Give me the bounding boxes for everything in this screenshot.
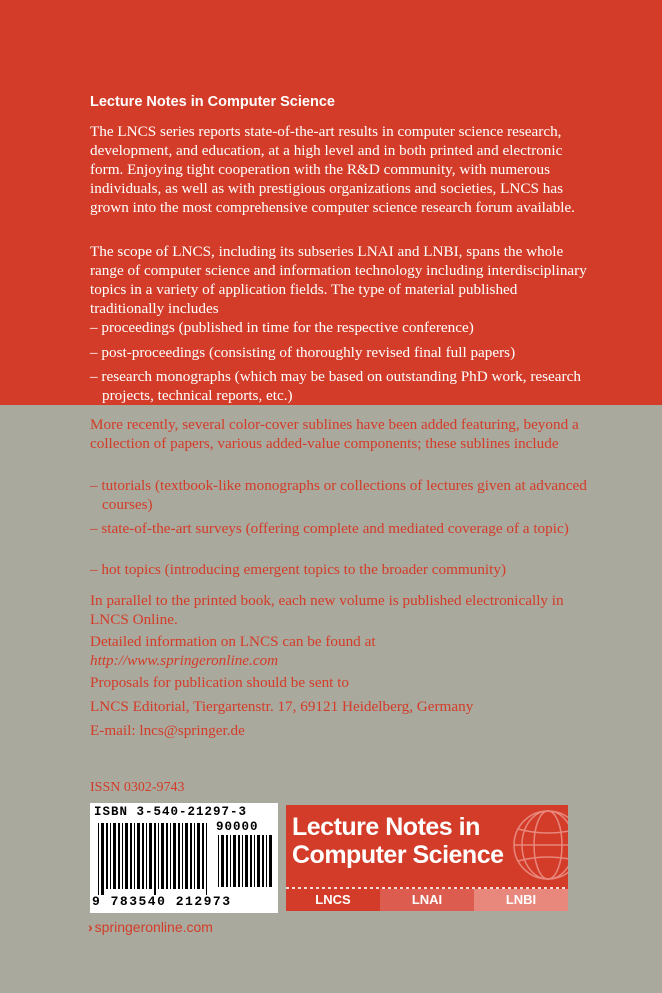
online-paragraph: In parallel to the printed book, each new volume is published electronically in LNCS Online. — [90, 592, 564, 628]
barcode-digits: 9 783540 212973 — [92, 894, 232, 909]
globe-icon — [508, 807, 568, 887]
list-item: – research monographs (which may be based on outstanding PhD work, research projects, technical reports, etc.) — [90, 368, 581, 404]
scope-paragraph: The scope of LNCS, including its subseries LNAI and LNBI, spans the whole range of computer science and information technology including interdisciplinary topics in a variety of application fields. The type of material published traditionally includes — [90, 243, 587, 317]
intro-paragraph: The LNCS series reports state-of-the-art results in computer science research, development, and education, at a high level and in both printed and electronic form. Enjoying tight cooperation with the R&D community, with numerous individuals, as well as with prestigious organizations and societies, LNCS has grown into the most comprehensive computer science research forum available. — [90, 123, 575, 216]
list-item: – state-of-the-art surveys (offering complete and mediated coverage of a topic) — [90, 520, 569, 537]
barcode-addon-bars — [218, 835, 272, 893]
barcode-bars — [98, 823, 210, 895]
isbn-number: ISBN 3-540-21297-3 — [94, 805, 248, 819]
publisher-website — [88, 919, 213, 935]
logo-title-line1: Lecture Notes in — [292, 813, 480, 841]
barcode — [90, 803, 278, 913]
list-item: – post-proceedings (consisting of thoroughly revised final full papers) — [90, 344, 516, 361]
publisher-site-label: springeronline.com — [94, 919, 213, 935]
proposals-paragraph: Proposals for publication should be sent to — [90, 674, 350, 691]
subseries-lncs: LNCS — [286, 889, 380, 911]
subseries-lnai: LNAI — [380, 889, 474, 911]
info-paragraph — [90, 632, 590, 670]
subseries-lnbi: LNBI — [474, 889, 568, 911]
series-heading: Lecture Notes in Computer Science — [90, 94, 335, 110]
list-item: – proceedings (published in time for the respective conference) — [90, 319, 474, 336]
lncs-logo — [286, 805, 568, 911]
info-prefix: Detailed information on LNCS can be found at — [90, 633, 376, 650]
list-item: – hot topics (introducing emergent topics to the broader community) — [90, 561, 507, 578]
logo-title — [292, 813, 504, 869]
logo-title-line2: Computer Science — [292, 841, 504, 869]
barcode-addon: 90000 — [216, 820, 259, 834]
list-item: – tutorials (textbook-like monographs or collections of lectures given at advanced courses) — [90, 477, 587, 513]
editorial-address: LNCS Editorial, Tiergartenstr. 17, 69121 Heidelberg, Germany — [90, 698, 474, 715]
email-line: E-mail: lncs@springer.de — [90, 722, 245, 739]
issn-number: ISSN 0302-9743 — [90, 780, 185, 795]
logo-subseries — [286, 889, 568, 911]
chevron-right-icon: › — [88, 919, 93, 935]
sublines-paragraph: More recently, several color-cover sublines have been added featuring, beyond a collection of papers, various added-value components; these sublines include — [90, 416, 579, 452]
springer-url: http://www.springeronline.com — [90, 652, 279, 669]
